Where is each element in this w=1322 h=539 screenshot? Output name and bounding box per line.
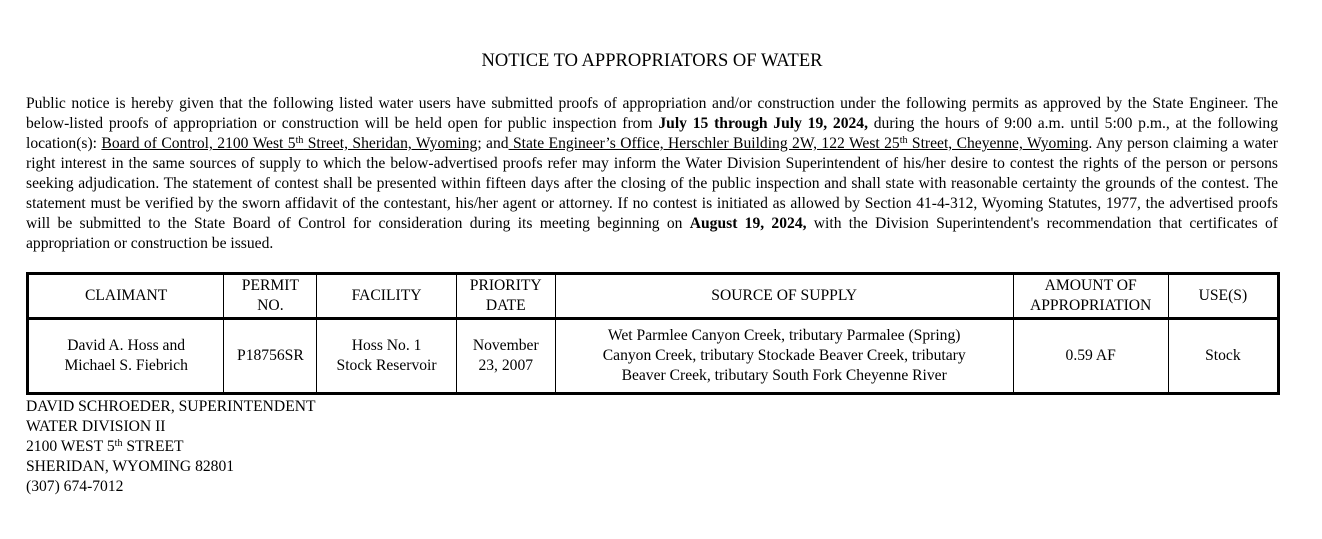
cell-source-of-supply: Wet Parmlee Canyon Creek, tributary Parmalee (Spring) Canyon Creek, tributary Stockade Beaver Creek, tributary Beaver Creek, tributary South Fork Cheyenne River <box>555 319 1013 394</box>
location-board-of-control: Board of Control, 2100 West 5th Street, Sheridan, Wyoming <box>101 135 478 152</box>
cell-priority-date: November 23, 2007 <box>456 319 555 394</box>
header-source-of-supply: SOURCE OF SUPPLY <box>555 274 1013 319</box>
cell-uses: Stock <box>1168 319 1278 394</box>
notice-text: during the hours of 9:00 a.m. until 5:00 p.m., at the following location(s): <box>26 115 1278 152</box>
meeting-date: August 19, 2024, <box>689 215 807 232</box>
notice-title: NOTICE TO APPROPRIATORS OF WATER <box>481 51 823 71</box>
header-uses: USE(S) <box>1168 274 1278 319</box>
cell-facility: Hoss No. 1 Stock Reservoir <box>317 319 456 394</box>
permits-table-container <box>26 272 1280 395</box>
division-name: WATER DIVISION II <box>26 418 166 435</box>
table-header-row <box>28 274 1279 319</box>
header-amount: AMOUNT OF APPROPRIATION <box>1013 274 1168 319</box>
cell-permit-no: P18756SR <box>224 319 317 394</box>
city-state-zip: SHERIDAN, WYOMING 82801 <box>26 458 235 475</box>
header-facility: FACILITY <box>317 274 456 319</box>
superintendent-name: DAVID SCHROEDER, SUPERINTENDENT <box>26 398 316 415</box>
phone-number: (307) 674-7012 <box>26 478 124 495</box>
notice-body <box>26 94 1278 254</box>
cell-claimant: David A. Hoss and Michael S. Fiebrich <box>28 319 224 394</box>
table-row <box>28 319 1279 394</box>
notice-text: ; and <box>477 135 509 152</box>
cell-amount: 0.59 AF <box>1013 319 1168 394</box>
street-address: 2100 WEST 5th STREET <box>26 438 184 455</box>
notice-text: with the Division Superintendent's recommendation that certificates of appropriation or construction be issued. <box>26 215 1278 252</box>
header-claimant: CLAIMANT <box>28 274 224 319</box>
signature-block <box>26 397 316 497</box>
permits-table <box>26 272 1280 395</box>
location-state-engineer: State Engineer’s Office, Herschler Building 2W, 122 West 25th Street, Cheyenne, Wyoming <box>508 135 1089 152</box>
notice-text: Public notice is hereby given that the following listed water users have submitted proofs of appropriation and/or construction under the following permits as approved by the State Engineer. The below-listed proofs of appropriation or construction will be held open for public inspection from <box>26 95 1278 132</box>
header-priority-date: PRIORITY DATE <box>456 274 555 319</box>
header-permit-no: PERMIT NO. <box>224 274 317 319</box>
inspection-dates: July 15 through July 19, 2024, <box>658 115 868 132</box>
notice-text: . Any person claiming a water right interest in the same sources of supply to which the below-advertised proofs refer may inform the Water Division Superintendent of his/her desire to contest the rights of the person or persons seeking adjudication. The statement of contest shall be presented within fifteen days after the closing of the public inspection and shall state with reasonable certainty the grounds of the contest. The statement must be verified by the sworn affidavit of the contestant, his/her agent or attorney. If no contest is initiated as allowed by Section 41-4-312, Wyoming Statutes, 1977, the advertised proofs will be submitted to the State Board of Control for consideration during its meeting beginning on <box>26 135 1278 232</box>
